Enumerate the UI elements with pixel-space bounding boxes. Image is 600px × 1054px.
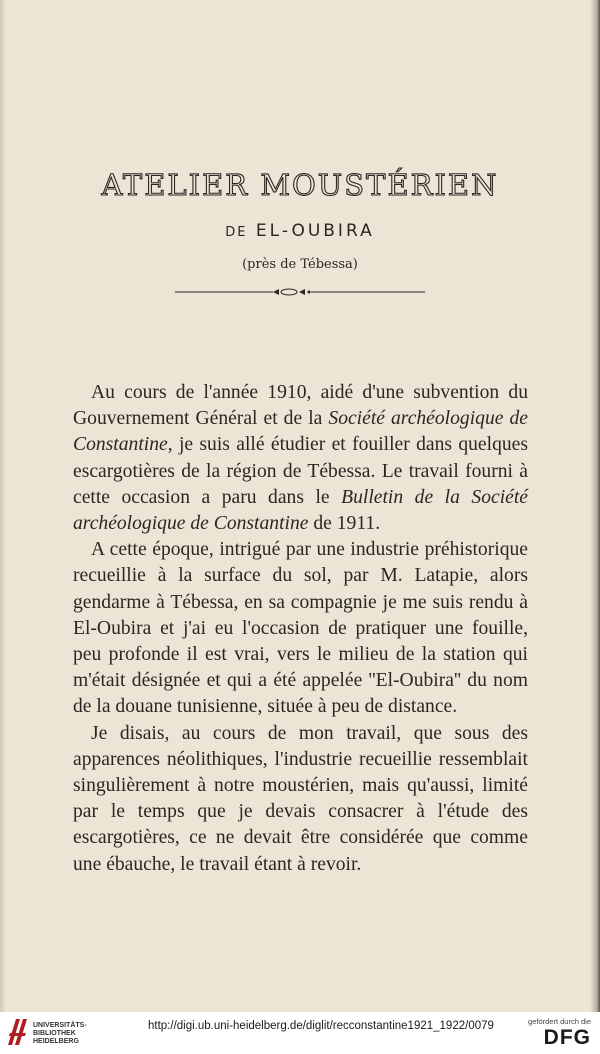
subtitle-prefix: DE xyxy=(225,225,248,240)
page-title: ATELIER MOUSTÉRIEN xyxy=(101,168,499,202)
body-text xyxy=(73,380,528,878)
society-name-italic: Société archéologique de Constantine xyxy=(73,408,528,456)
subtitle-main: EL-OUBIRA xyxy=(255,221,375,241)
paragraph-3: Je disais, au cours de mon travail, que sous des apparences néolithiques, l'industrie recueillie ressemblait singulièrement à notre moustérien, mais qu'aussi, limité par le temps que je devais consacrer à l'étude des escargotières, ce ne devait être considérée que comme une ébauche, le travail étant à revoir. xyxy=(73,722,528,875)
library-name: UNIVERSITÄTS- BIBLIOTHEK HEIDELBERG xyxy=(33,1022,87,1045)
funding-note: gefördert durch die xyxy=(528,1017,591,1026)
place-note: (près de Tébessa) xyxy=(242,257,358,272)
divider-ornament xyxy=(175,286,425,298)
page-binding-edge xyxy=(590,0,600,1012)
page-left-edge xyxy=(0,0,6,1012)
permalink-url[interactable]: http://digi.ub.uni-heidelberg.de/diglit/recconstantine1921_1922/0079 xyxy=(148,1020,494,1032)
viewer-footer xyxy=(0,1012,600,1054)
bulletin-title-italic: Bulletin de la Société archéologique de Constantine xyxy=(73,486,528,535)
paragraph-1: Au cours de l'année 1910, aidé d'une subvention du Gouvernement Général et de la Société archéologique de Constantine, je suis allé étudier et fouiller dans quelques escargotières de la région de Tébessa. Le travail fourni à cette occasion a paru dans le Bulletin de la Société archéologique de Constantine de 1911. xyxy=(73,382,528,535)
dfg-logo[interactable]: DFG xyxy=(543,1026,591,1049)
paragraph-2: A cette époque, intrigué par une industrie préhistorique recueillie à la surface du sol, par M. Latapie, alors gendarme à Tébessa, en sa compagnie je me suis rendu à El-Oubira et j'ai eu l'occasion de pratiquer une fouille, peu profonde il est vrai, vers le milieu de la station qui m'était désignée et qui a été appelée ''El-Oubira'' du nom de la douane tunisienne, située à peu de distance. xyxy=(73,539,528,718)
university-library-logo-icon[interactable] xyxy=(6,1017,30,1047)
page-subtitle xyxy=(0,221,600,241)
